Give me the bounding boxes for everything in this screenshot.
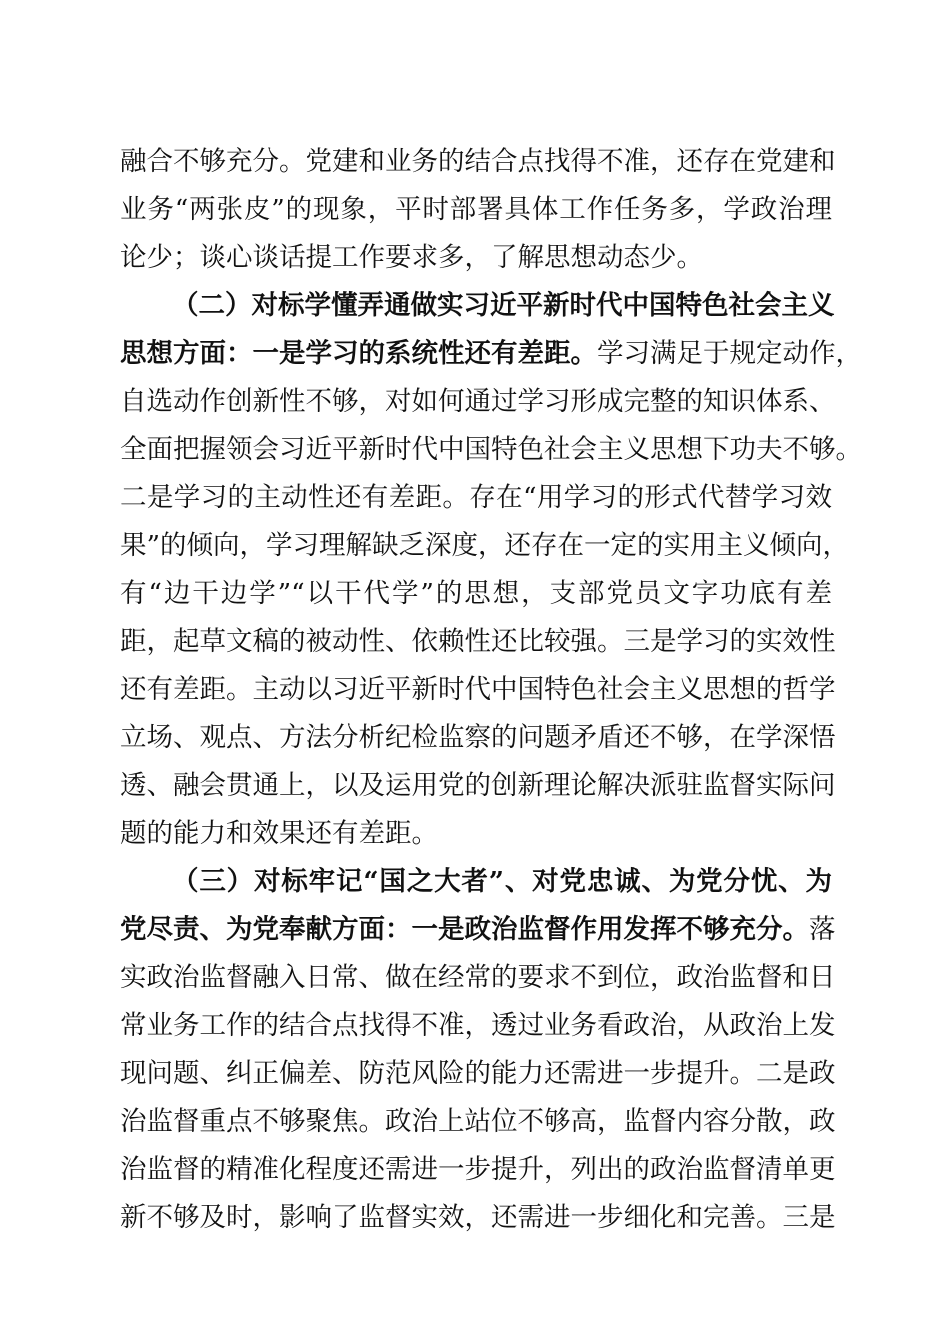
text-line: 现问题、纠正偏差、防范风险的能力还需进一步提升。二是政 <box>120 1058 836 1089</box>
section-heading-line: （二）对标学懂弄通做实习近平新时代中国特色社会主义 <box>172 290 835 321</box>
text-line: 融合不够充分。党建和业务的结合点找得不准，还存在党建和 <box>120 146 836 177</box>
text-line: 还有差距。主动以习近平新时代中国特色社会主义思想的哲学 <box>120 674 836 705</box>
text-line: 常业务工作的结合点找得不准，透过业务看政治，从政治上发 <box>120 1010 836 1041</box>
text-line: 党尽责、为党奉献方面：一是政治监督作用发挥不够充分。落 <box>120 914 836 945</box>
text-line: 立场、观点、方法分析纪检监察的问题矛盾还不够，在学深悟 <box>120 722 836 753</box>
text-line: 果”的倾向，学习理解缺乏深度，还存在一定的实用主义倾向， <box>120 530 850 561</box>
text-line: 治监督重点不够聚焦。政治上站位不够高，监督内容分散，政 <box>120 1106 836 1137</box>
text-line: 题的能力和效果还有差距。 <box>120 818 438 849</box>
text-line: 透、融会贯通上，以及运用党的创新理论解决派驻监督实际问 <box>120 770 836 801</box>
text-line: 自选动作创新性不够，对如何通过学习形成完整的知识体系、 <box>120 386 836 417</box>
section-heading-line: （三）对标牢记“国之大者”、对党忠诚、为党分忧、为 <box>172 866 832 897</box>
text-line: 有“边干边学”“以干代学”的思想，支部党员文字功底有差 <box>120 578 832 609</box>
text-line: 距，起草文稿的被动性、依赖性还比较强。三是学习的实效性 <box>120 626 836 657</box>
text-line: 治监督的精准化程度还需进一步提升，列出的政治监督清单更 <box>120 1154 836 1185</box>
text-line: 思想方面：一是学习的系统性还有差距。学习满足于规定动作， <box>120 338 862 369</box>
text-line: 论少；谈心谈话提工作要求多，了解思想动态少。 <box>120 242 703 273</box>
text-line: 二是学习的主动性还有差距。存在“用学习的形式代替学习效 <box>120 482 832 513</box>
text-line: 全面把握领会习近平新时代中国特色社会主义思想下功夫不够。 <box>120 434 862 465</box>
text-line: 实政治监督融入日常、做在经常的要求不到位，政治监督和日 <box>120 962 836 993</box>
text-line: 业务“两张皮”的现象，平时部署具体工作任务多，学政治理 <box>120 194 832 225</box>
text-line: 新不够及时，影响了监督实效，还需进一步细化和完善。三是 <box>120 1202 836 1233</box>
